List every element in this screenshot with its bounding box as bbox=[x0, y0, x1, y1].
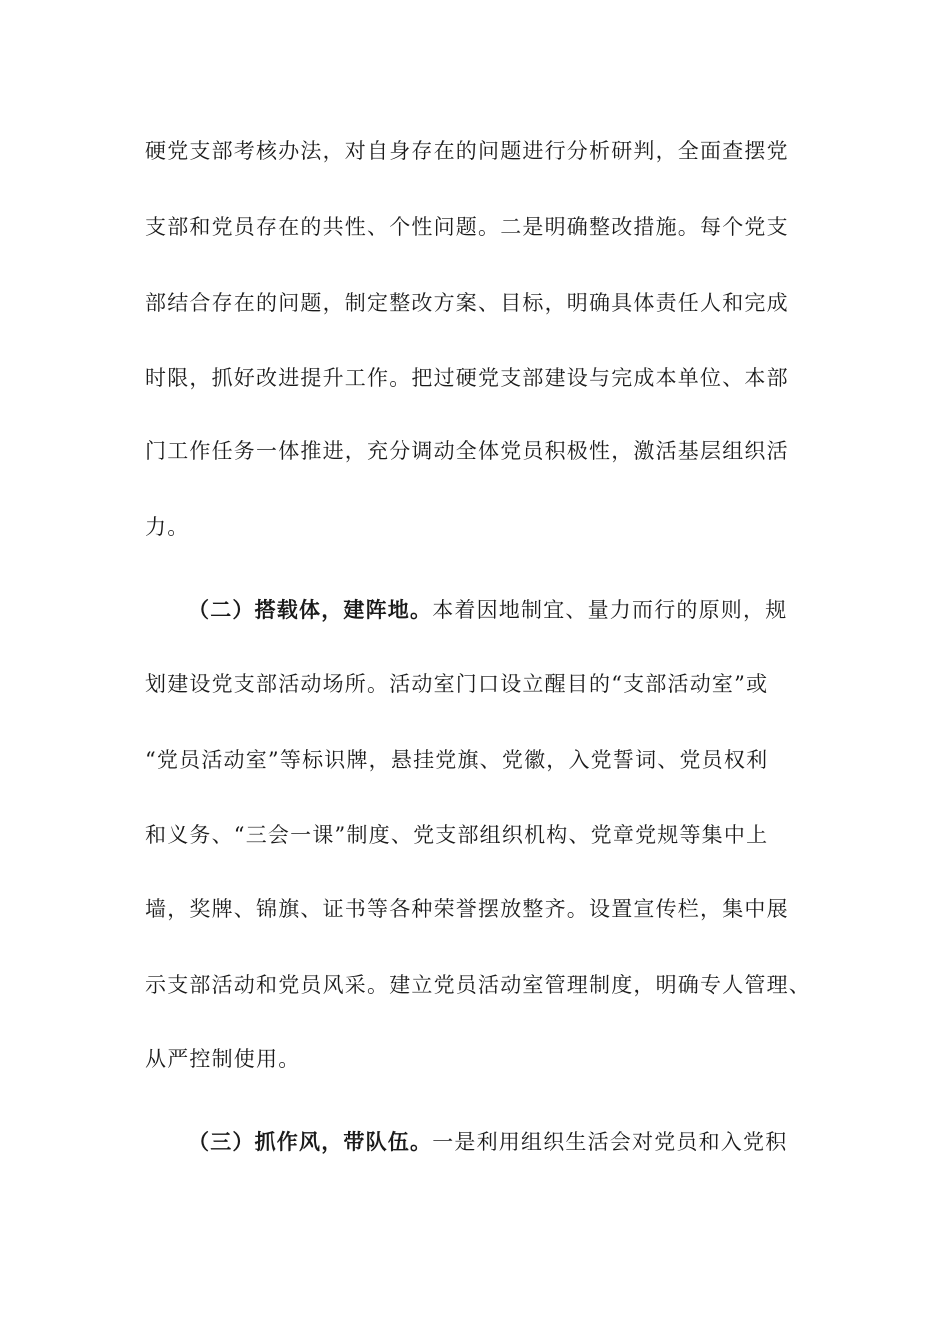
paragraph-line: 示支部活动和党员风采。建立党员活动室管理制度，明确专人管理、 bbox=[145, 973, 811, 997]
paragraph-line: “党员活动室”等标识牌，悬挂党旗、党徽，入党誓词、党员权利 bbox=[145, 748, 769, 772]
paragraph-line: 墙，奖牌、锦旗、证书等各种荣誉摆放整齐。设置宣传栏，集中展 bbox=[145, 897, 789, 921]
paragraph-text: 本着因地制宜、量力而行的原则，规 bbox=[432, 598, 788, 622]
paragraph-line: 门工作任务一体推进，充分调动全体党员积极性，激活基层组织活 bbox=[145, 439, 789, 463]
paragraph-line: 时限，抓好改进提升工作。把过硬党支部建设与完成本单位、本部 bbox=[145, 366, 789, 390]
paragraph-first-line bbox=[188, 1127, 848, 1157]
section-heading: （三）抓作风，带队伍。 bbox=[188, 1129, 433, 1154]
paragraph-line: 从严控制使用。 bbox=[145, 1047, 301, 1071]
paragraph-line: 和义务、“三会一课”制度、党支部组织机构、党章党规等集中上 bbox=[145, 823, 769, 847]
paragraph-line: 力。 bbox=[145, 515, 190, 539]
section-heading: （二）搭载体，建阵地。 bbox=[188, 597, 433, 622]
paragraph-line: 部结合存在的问题，制定整改方案、目标，明确具体责任人和完成 bbox=[145, 291, 789, 315]
paragraph-text: 一是利用组织生活会对党员和入党积 bbox=[432, 1130, 788, 1154]
paragraph-first-line bbox=[188, 595, 848, 625]
paragraph-line: 硬党支部考核办法，对自身存在的问题进行分析研判，全面查摆党 bbox=[145, 139, 789, 163]
paragraph-line: 划建设党支部活动场所。活动室门口设立醒目的“支部活动室”或 bbox=[145, 672, 769, 696]
paragraph-line: 支部和党员存在的共性、个性问题。二是明确整改措施。每个党支 bbox=[145, 215, 789, 239]
